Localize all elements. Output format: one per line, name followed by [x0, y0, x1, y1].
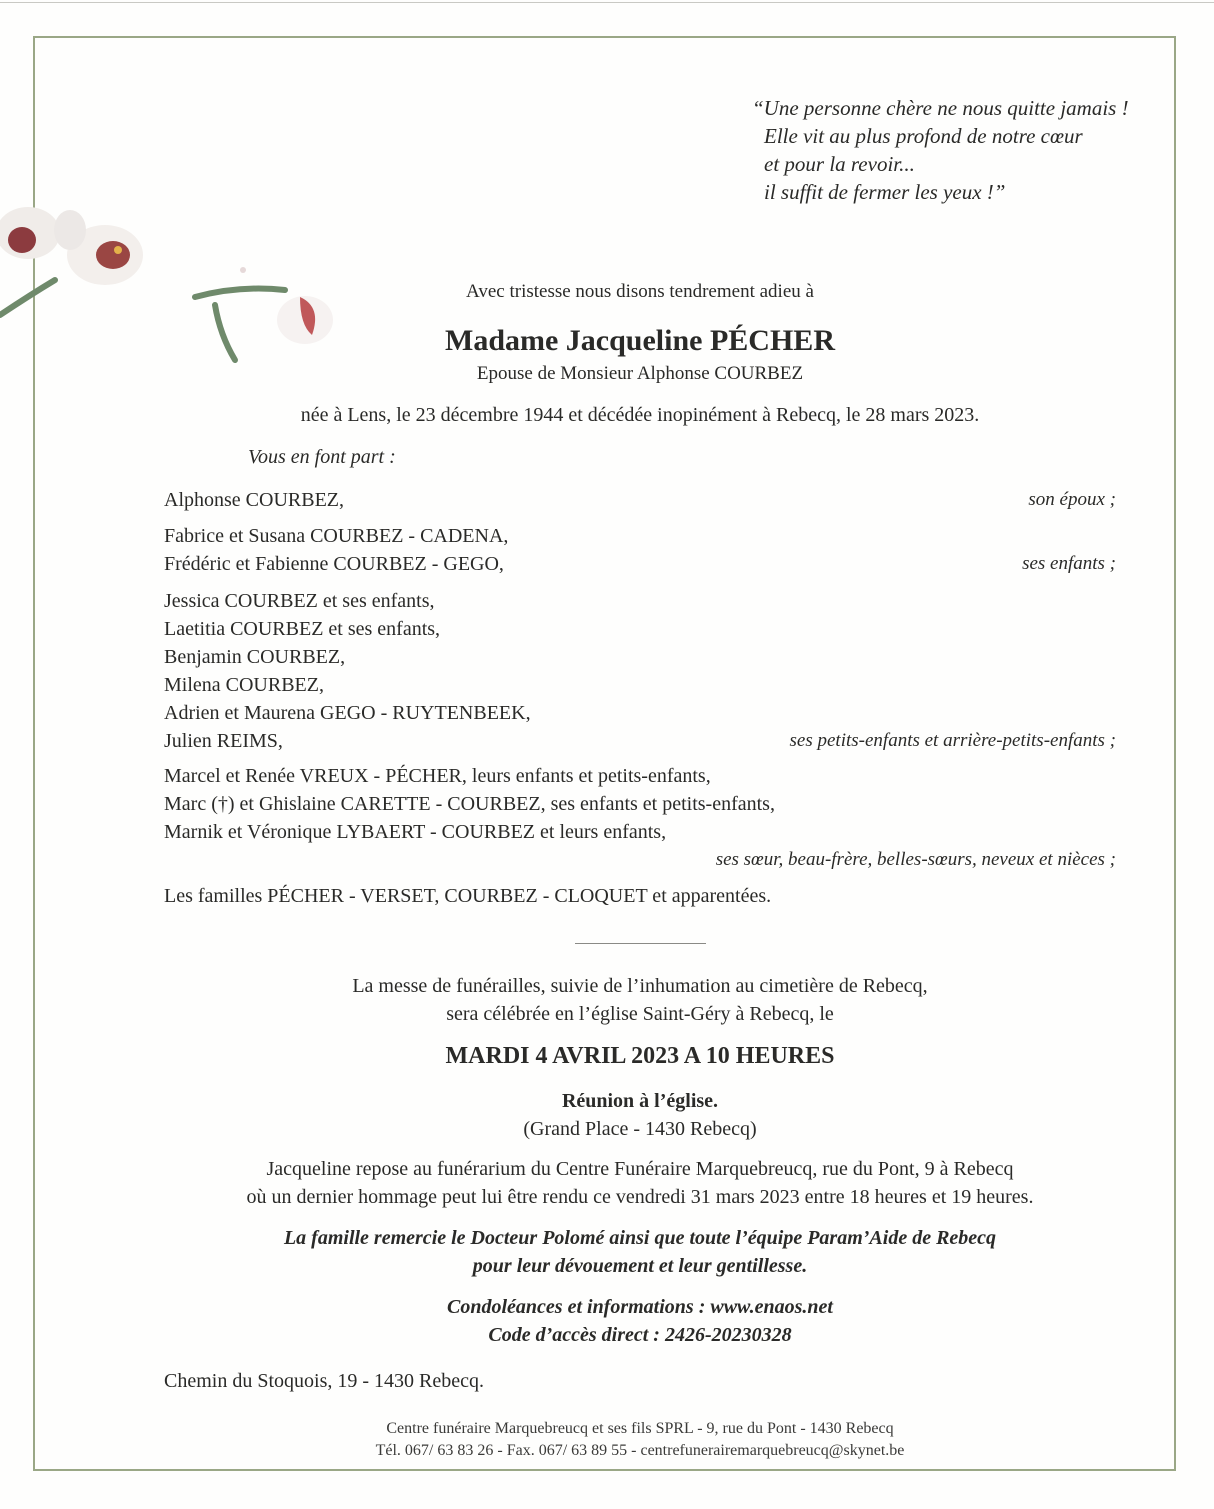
top-edge-line	[0, 2, 1214, 3]
deceased-name: Madame Jacqueline PÉCHER	[445, 324, 835, 357]
meeting-info	[0, 1087, 1214, 1143]
visitation-line: Jacqueline repose au funérarium du Centre Funéraire Marquebreucq, rue du Pont, 9 à Rebecq	[266, 1158, 1014, 1180]
list-item	[164, 587, 1116, 615]
relation-label: son époux ;	[1028, 489, 1116, 510]
family-name: Frédéric et Fabienne COURBEZ - GEGO,	[164, 553, 504, 575]
family-name: Milena COURBEZ,	[164, 674, 324, 696]
list-item	[164, 846, 1116, 874]
quote-line: il suffit de fermer les yeux !”	[764, 180, 1006, 204]
quote-line: “Une personne chère ne nous quitte jamais !	[752, 96, 1129, 120]
memorial-quote	[752, 94, 1129, 206]
footer-line: Tél. 067/ 63 83 26 - Fax. 067/ 63 89 55 - centrefunerairemarquebreucq@skynet.be	[375, 1442, 905, 1459]
list-item	[164, 486, 1116, 514]
access-code-line: Code d’accès direct : 2426-20230328	[488, 1324, 792, 1346]
visitation-info	[0, 1155, 1214, 1211]
family-address: Chemin du Stoquois, 19 - 1430 Rebecq.	[164, 1370, 484, 1392]
funeral-home-footer	[0, 1418, 1214, 1462]
spouse-group	[164, 486, 1116, 514]
list-item	[164, 762, 1116, 790]
quote-line: Elle vit au plus profond de notre cœur	[764, 124, 1083, 148]
condolences-info	[0, 1293, 1214, 1349]
announcement-intro: Avec tristesse nous disons tendrement adieu à	[466, 281, 814, 302]
thanks-note	[0, 1224, 1214, 1280]
list-item	[164, 522, 1116, 550]
ceremony-line: sera célébrée en l’église Saint-Géry à Rebecq, le	[446, 1003, 834, 1025]
ceremony-line: La messe de funérailles, suivie de l’inhumation au cimetière de Rebecq,	[352, 975, 928, 997]
list-item	[164, 818, 1116, 846]
family-name: Fabrice et Susana COURBEZ - CADENA,	[164, 525, 509, 547]
ceremony-datetime: MARDI 4 AVRIL 2023 A 10 HEURES	[445, 1043, 835, 1069]
family-name: Marcel et Renée VREUX - PÉCHER, leurs enfants et petits-enfants,	[164, 765, 711, 787]
list-item	[164, 615, 1116, 643]
families-group	[164, 882, 1116, 910]
spouse-line: Epouse de Monsieur Alphonse COURBEZ	[476, 363, 804, 384]
family-name: Marc (†) et Ghislaine CARETTE - COURBEZ, ses enfants et petits-enfants,	[164, 793, 775, 815]
visitation-line: où un dernier hommage peut lui être rendu ce vendredi 31 mars 2023 entre 18 heures et 19 heures.	[246, 1186, 1034, 1208]
condolences-line: Condoléances et informations : www.enaos.net	[447, 1296, 833, 1318]
family-name: Alphonse COURBEZ,	[164, 489, 344, 511]
grandchildren-group	[164, 587, 1116, 755]
family-name: Adrien et Maurena GEGO - RUYTENBEEK,	[164, 702, 531, 724]
birth-death-line: née à Lens, le 23 décembre 1944 et décédée inopinément à Rebecq, le 28 mars 2023.	[300, 404, 980, 426]
family-name: Marnik et Véronique LYBAERT - COURBEZ et leurs enfants,	[164, 821, 667, 843]
list-item	[164, 790, 1116, 818]
thanks-line: pour leur dévouement et leur gentillesse.	[472, 1255, 808, 1277]
list-item	[164, 727, 1116, 755]
relation-label: ses enfants ;	[1022, 553, 1116, 574]
children-group	[164, 522, 1116, 578]
list-item	[164, 550, 1116, 578]
families-line: Les familles PÉCHER - VERSET, COURBEZ - CLOQUET et apparentées.	[164, 885, 772, 907]
list-item	[164, 699, 1116, 727]
ceremony-info	[0, 972, 1214, 1028]
list-item	[164, 671, 1116, 699]
thanks-line: La famille remercie le Docteur Polomé ainsi que toute l’équipe Param’Aide de Rebecq	[283, 1227, 997, 1249]
meeting-label: Réunion à l’église.	[561, 1090, 719, 1112]
family-name: Laetitia COURBEZ et ses enfants,	[164, 618, 441, 640]
footer-line: Centre funéraire Marquebreucq et ses fils SPRL - 9, rue du Pont - 1430 Rebecq	[386, 1420, 894, 1437]
meeting-place: (Grand Place - 1430 Rebecq)	[523, 1118, 757, 1140]
section-divider	[575, 943, 706, 944]
list-item	[164, 882, 1116, 910]
relation-label: ses petits-enfants et arrière-petits-enfants ;	[789, 730, 1116, 751]
siblings-group	[164, 762, 1116, 874]
family-name: Benjamin COURBEZ,	[164, 646, 346, 668]
quote-line: et pour la revoir...	[764, 152, 915, 176]
family-name: Julien REIMS,	[164, 730, 283, 752]
family-name: Jessica COURBEZ et ses enfants,	[164, 590, 435, 612]
relation-label: ses sœur, beau-frère, belles-sœurs, neveux et nièces ;	[715, 849, 1116, 870]
list-item	[164, 643, 1116, 671]
family-intro: Vous en font part :	[248, 446, 396, 468]
